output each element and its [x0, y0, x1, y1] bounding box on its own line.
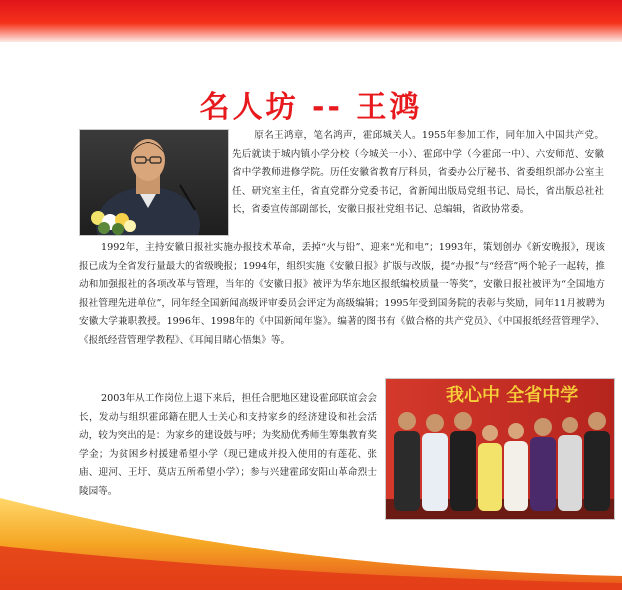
portrait-photo [79, 129, 229, 236]
group-photo-banner-text: 我心中 全省中学 [446, 385, 579, 406]
page-title: 名人坊 -- 王鸿 [199, 90, 423, 125]
group-photo [385, 378, 615, 520]
top-red-band [0, 0, 622, 42]
bio-paragraph-retirement: 2003年从工作岗位上退下来后，担任合肥地区建设霍邱联谊会会长，发动与组织霍邱籍在肥人士关心和支持家乡的经济建设和社会活动，较为突出的是：为家乡的建设鼓与呼；为奖励优秀师生筹集教育奖学金；为贫困乡村援建希望小学（现已建成并投入使用的有莲花、张庙、迎河、王圩、莫店五所希望小学）；参与兴建霍邱安阳山革命烈士陵园等。 [79, 393, 377, 497]
bio-paragraph-intro: 原名王鸿章，笔名鸿声，霍邱城关人。1955年参加工作，同年加入中国共产党。先后就读于城内镇小学分校（今城关一小）、霍邱中学（今霍邱一中）、六安师范、安徽省中学教师进修学院。历任安徽省教育厅科员，省委办公厅秘书、省委组织部办公室主任、研究室主任，省直党群分党委书记，省新闻出版局党组书记、局长，省出版总社社长，省委宣传部副部长，安徽日报社党组书记、总编辑，省政协常委。 [232, 130, 604, 215]
bio-paragraph-career: 1992年，主持安徽日报社实施办报技术革命，丢掉“火与铅”、迎来“光和电”；1993年，策划创办《新安晚报》，现该报已成为全省发行量最大的省级晚报；1994年，组织实施《安徽日报》扩版与改版，提“办报”与“经营”两个轮子一起转，推动和加强报社的各项改革与管理，当年的《安徽日报》被评为华东地区报纸编校质量一等奖”，安徽日报社被评为“全国地方报社管理先进单位”，同年经全国新闻高级评审委员会评定为高级编辑；1995年受到国务院的表彰与奖励，同年11月被聘为安徽大学兼职教授。1996年、1998年的《中国新闻年鉴》。编著的图书有《做合格的共产党员》、《中国报纸经营管理学》、《报纸经营管理学教程》、《耳闻目睹心悟集》等。 [79, 242, 605, 346]
